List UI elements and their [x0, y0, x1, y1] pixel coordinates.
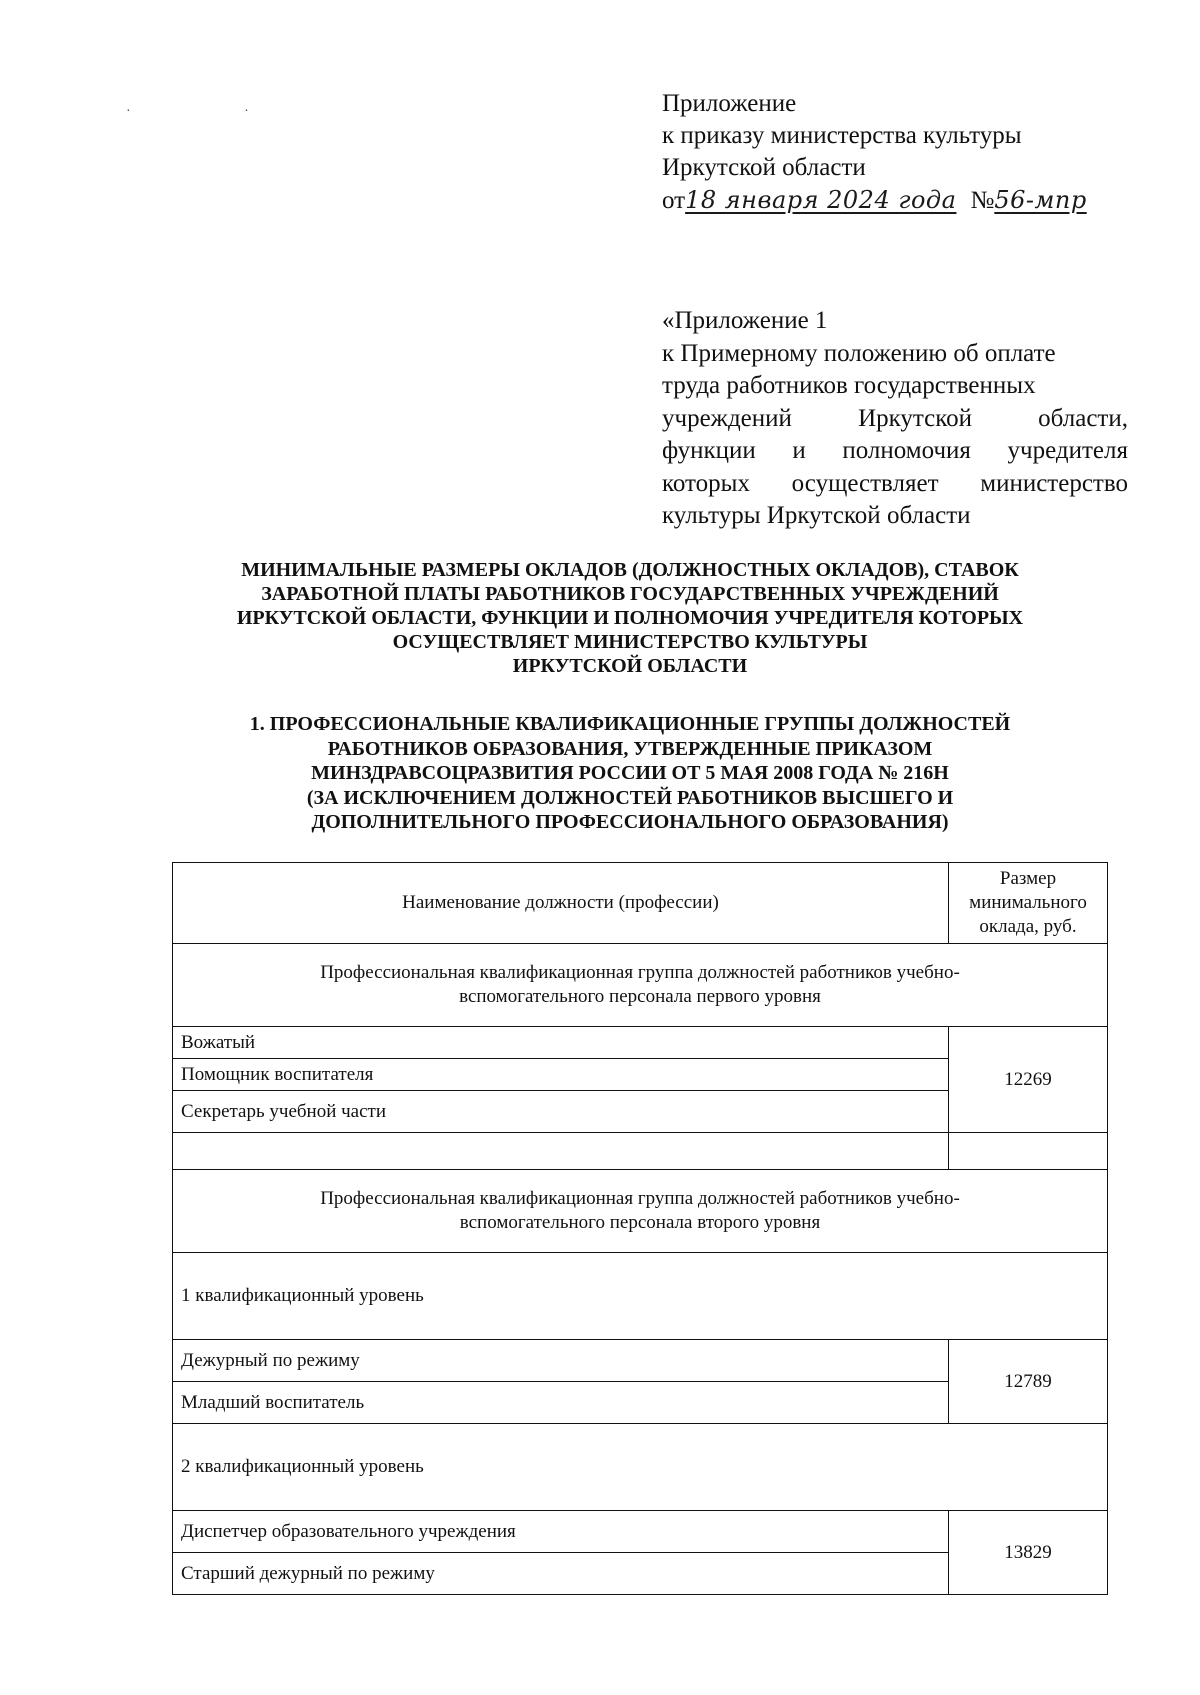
- table-row: [173, 1511, 1108, 1553]
- position-name: Диспетчер образовательного учреждения: [173, 1511, 949, 1553]
- table-header-row: [173, 863, 1108, 944]
- scan-specks: · ·: [126, 104, 304, 119]
- qualification-level-row: [173, 1424, 1108, 1511]
- title-line-5: ИРКУТСКОЙ ОБЛАСТИ: [512, 655, 748, 677]
- section-1-title: [170, 712, 1090, 835]
- section-line-1: 1. ПРОФЕССИОНАЛЬНЫЕ КВАЛИФИКАЦИОННЫЕ ГРУППЫ ДОЛЖНОСТЕЙ: [249, 713, 1011, 735]
- position-name: Дежурный по режиму: [173, 1340, 949, 1382]
- empty-cell: [173, 1133, 949, 1170]
- from-prefix: от: [662, 187, 686, 214]
- order-appendix-header: [662, 88, 1132, 220]
- section-line-2: РАБОТНИКОВ ОБРАЗОВАНИЯ, УТВЕРЖДЕННЫЕ ПРИКАЗОМ: [327, 737, 933, 760]
- salary-value: 12789: [949, 1340, 1108, 1424]
- position-name: Вожатый: [173, 1027, 949, 1059]
- title-line-3: ИРКУТСКОЙ ОБЛАСТИ, ФУНКЦИИ И ПОЛНОМОЧИЯ УЧРЕДИТЕЛЯ КОТОРЫХ: [236, 607, 1024, 629]
- appendix1-line5: функции и полномочия учредителя: [662, 437, 1128, 464]
- appendix1-line6: которых осуществляет министерство: [662, 469, 1128, 497]
- document-title: [170, 558, 1090, 678]
- group-title-first-level: Профессиональная квалификационная группа должностей работников учебно- вспомогательного персонала первого уровня: [173, 944, 1108, 1027]
- appendix1-line7: культуры Иркутской области: [662, 502, 971, 529]
- qualification-level-label: 1 квалификационный уровень: [173, 1253, 1108, 1340]
- salary-table: [172, 862, 1108, 1595]
- position-name: Старший дежурный по режиму: [173, 1553, 949, 1595]
- appendix1-line2: к Примерному положению об оплате: [662, 339, 1056, 367]
- title-line-1: МИНИМАЛЬНЫЕ РАЗМЕРЫ ОКЛАДОВ (ДОЛЖНОСТНЫХ ОКЛАДОВ), СТАВОК: [241, 559, 1019, 581]
- to-order-line: к приказу министерства культуры: [662, 122, 1022, 149]
- section-line-4: (ЗА ИСКЛЮЧЕНИЕМ ДОЛЖНОСТЕЙ РАБОТНИКОВ ВЫСШЕГО И: [306, 786, 954, 809]
- column-header-salary: Размер минимального оклада, руб.: [949, 863, 1108, 944]
- qualification-level-row: [173, 1253, 1108, 1340]
- appendix1-line4: учреждений Иркутской области,: [662, 404, 1128, 432]
- empty-cell: [949, 1133, 1108, 1170]
- title-line-4: ОСУЩЕСТВЛЯЕТ МИНИСТЕРСТВО КУЛЬТУРЫ: [392, 631, 868, 653]
- table-row: [173, 1027, 1108, 1059]
- salary-value: 13829: [949, 1511, 1108, 1595]
- position-name: Секретарь учебной части: [173, 1091, 949, 1133]
- group-row-second-level: [173, 1170, 1108, 1253]
- appendix1-title: «Приложение 1: [662, 307, 828, 334]
- section-line-3: МИНЗДРАВСОЦРАЗВИТИЯ РОССИИ ОТ 5 МАЯ 2008 ГОДА № 216Н: [311, 762, 949, 784]
- region-line: Иркутской области: [662, 154, 866, 181]
- qualification-level-label: 2 квалификационный уровень: [173, 1424, 1108, 1511]
- number-prefix: №: [970, 187, 995, 214]
- column-header-position: Наименование должности (профессии): [173, 863, 949, 944]
- handwritten-number: 56-мпр: [994, 186, 1087, 214]
- group-title-second-level: Профессиональная квалификационная группа должностей работников учебно- вспомогательного персонала второго уровня: [173, 1170, 1108, 1253]
- appendix1-header: [662, 305, 1128, 533]
- position-name: Помощник воспитателя: [173, 1059, 949, 1091]
- date-number-line: [662, 184, 1132, 220]
- group-row-first-level: [173, 944, 1108, 1027]
- position-name: Младший воспитатель: [173, 1382, 949, 1424]
- appendix1-line3: труда работников государственных: [662, 372, 1036, 399]
- table-row: [173, 1340, 1108, 1382]
- empty-row: [173, 1133, 1108, 1170]
- salary-value: 12269: [949, 1027, 1108, 1133]
- section-line-5: ДОПОЛНИТЕЛЬНОГО ПРОФЕССИОНАЛЬНОГО ОБРАЗОВАНИЯ): [311, 811, 949, 833]
- appendix-label: Приложение: [662, 90, 797, 117]
- title-line-2: ЗАРАБОТНОЙ ПЛАТЫ РАБОТНИКОВ ГОСУДАРСТВЕННЫХ УЧРЕЖДЕНИЙ: [261, 583, 999, 605]
- handwritten-date: 18 января 2024 года: [685, 186, 957, 214]
